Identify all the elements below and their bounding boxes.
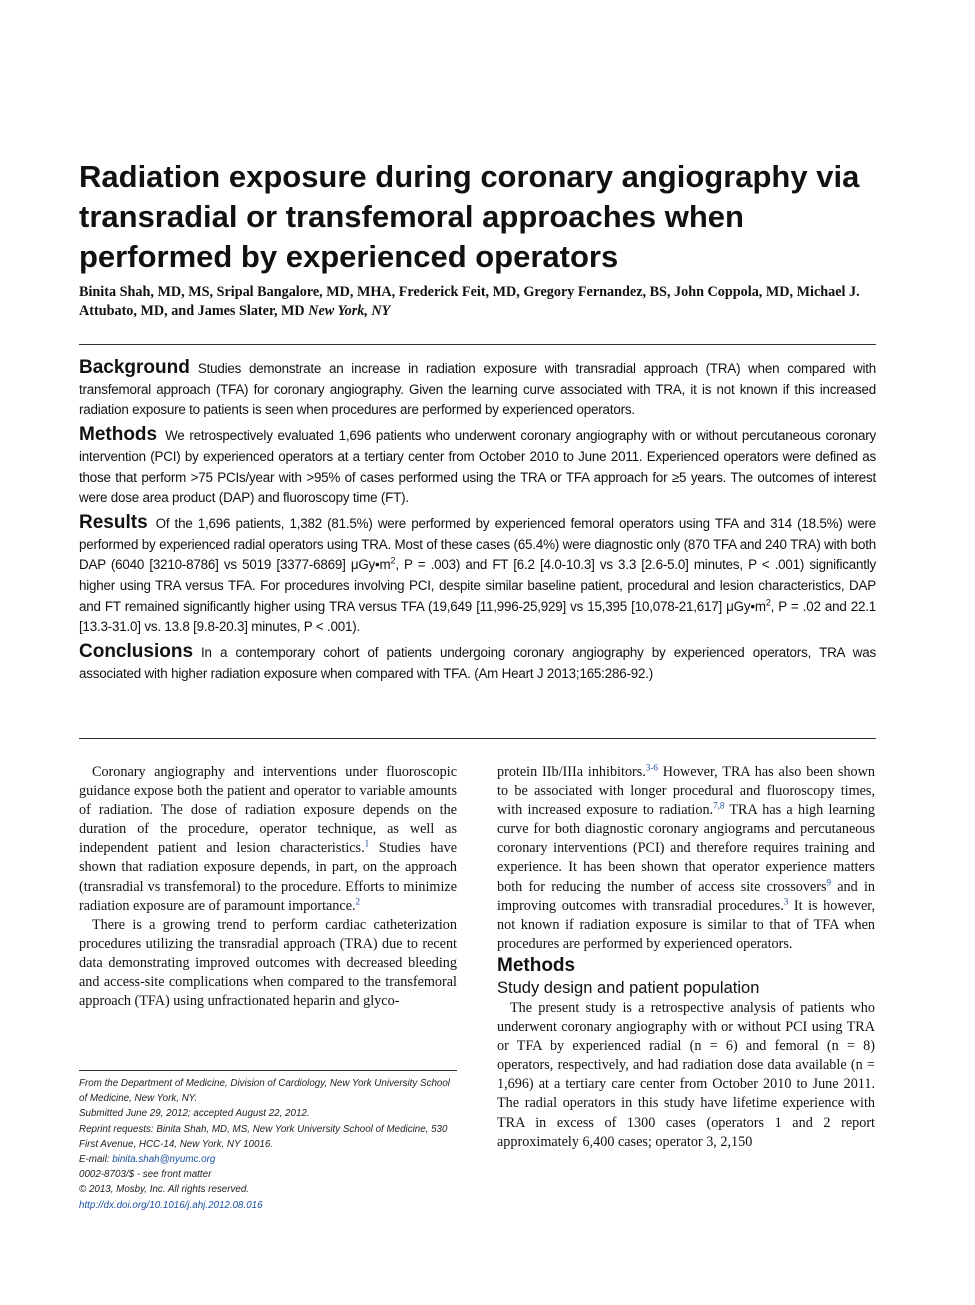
citation-link[interactable]: 7,8 [713,800,725,811]
footnote-reprint: Reprint requests: Binita Shah, MD, MS, New York University School of Medicine, 530 First Avenue, HCC-14, New York, NY 10016. [79,1123,448,1150]
abstract-results [79,513,876,638]
background-text: Studies demonstrate an increase in radiation exposure with transradial approach (TRA) when compared with transfemoral approach (TFA) for coronary angiography. Given the learning curve associated with TRA, it is not known if this increased radiation exposure to patients is seen when procedures are performed by experienced operators. [79,361,876,418]
footnote-submitted: Submitted June 29, 2012; accepted August 22, 2012. [79,1108,310,1120]
article-title: Radiation exposure during coronary angiography via transradial or transfemoral approaches when performed by experienced operators [79,159,860,274]
citation-link[interactable]: 9 [826,876,832,887]
footnotes [79,1076,457,1213]
email-label: E-mail: [79,1154,113,1166]
conclusions-heading: Conclusions [79,641,194,663]
results-heading: Results [79,511,148,533]
abstract [79,358,876,689]
citation-link[interactable]: 1 [364,838,370,849]
background-heading: Background [79,357,190,378]
abstract-background [79,358,876,421]
body-paragraph: The present study is a retrospective analysis of patients who underwent coronary angiography with or without PCI using TRA or TFA by experienced radial (n = 6) and femoral (n = 8) operators, respectively, and had radiation dose data available (n = 1,696) at a tertiary care center from October 2010 to June 2011. The radial operators in this study have lifetime experience with TRA in excess of 1300 cases (operators 1 and 2 report approximately 6,400 cases; operator 3, 2,150 [497,999,875,1150]
citation-link[interactable]: 3-6 [645,762,658,773]
body-paragraph [79,763,457,916]
methods-text: We retrospectively evaluated 1,696 patients who underwent coronary angiography with or without percutaneous coronary intervention (PCI) by experienced operators at a tertiary center from October 2010 to June 2011. Experienced operators were defined as those that perform >75 PCIs/year with >95% of cases performed using the TRA or TFA approach for ≥5 years. The outcomes of interest were dose area product (DAP) and fluoroscopy time (FT). [79,428,876,506]
abstract-top-rule [79,344,876,345]
abstract-methods [79,425,876,509]
body-column-left [79,763,457,1011]
text-run: Studies have shown that radiation exposure depends, in part, on the approach (transradial vs transfemoral) to the procedure. Efforts to minimize radiation exposure are of paramount importance. [79,840,457,914]
text-run: TRA has a high learning curve for both diagnostic coronary angiograms and percutaneous coronary interventions (PCI) and therefore requires training and experience. It has been shown that operator experience matters both for reducing the number of access site crossovers [497,802,875,895]
superscript-2: 2 [765,597,771,608]
results-text-1: Of the 1,696 patients, 1,382 (81.5%) were performed by experienced femoral operators using TFA and 314 (18.5%) were performed by experienced radial operators using TRA. Most of these cases (65.4%) were diagnostic only (870 TFA and 240 TRA) with both DAP (6040 [3210-8786] vs 5019 [3377-6869] μGy•m [79,515,876,573]
subsection-heading: Study design and patient population [497,978,760,997]
text-run: and in improving outcomes with transradial procedures. [497,878,875,914]
methods-heading: Methods [79,424,158,446]
body-paragraph [497,763,875,954]
results-text-3: , P = .02 and 22.1 [13.3-31.0] vs. 13.8 [9.8-20.3] minutes, P < .001). [79,598,876,635]
abstract-conclusions [79,642,876,684]
footnote-copyright: © 2013, Mosby, Inc. All rights reserved. [79,1184,250,1196]
conclusions-text: In a contemporary cohort of patients undergoing coronary angiography by experienced operators, TRA was associated with higher radiation exposure when compared with TFA. (Am Heart J 2013;165:286-92.) [79,645,876,681]
footnote-email [79,1152,457,1167]
body-column-right [497,763,875,1152]
authors-names: Binita Shah, MD, MS, Sripal Bangalore, MD, MHA, Frederick Feit, MD, Gregory Fernandez, BS, John Coppola, MD, Michael J. Attubato, MD, and James Slater, MD [79,284,860,319]
email-link[interactable]: binita.shah@nyumc.org [112,1154,216,1166]
results-text-2: , P = .003) and FT [6.2 [4.0-10.3] vs 3.3 [2.6-5.0] minutes, P < .001) significantly higher using TRA versus TFA. For procedures involving PCI, despite similar baseline patient, procedural and lesion characteristics, DAP and FT remained significantly higher using TRA versus TFA (19,649 [11,996-25,929] vs 15,395 [10,078-21,617] μGy•m [79,557,876,614]
footnote-affiliation: From the Department of Medicine, Division of Cardiology, New York University School of Medicine, New York, NY. [79,1078,450,1105]
text-run: It is however, not known if radiation exposure is similar to that of TFA when procedures are performed by experienced operators. [497,897,875,952]
text-run: protein IIb/IIIa inhibitors. [497,764,646,780]
section-heading-methods: Methods [497,954,576,976]
footnote-issn: 0002-8703/$ - see front matter [79,1169,212,1181]
body-paragraph: There is a growing trend to perform cardiac catheterization procedures utilizing the transradial approach (TRA) due to recent data demonstrating improved outcomes with decreased bleeding and access-site complications when compared to the transfemoral approach (TFA) using unfractionated heparin and glyco- [79,916,457,1010]
superscript-2: 2 [390,555,396,566]
footnote-rule [79,1070,457,1071]
author-list [79,283,899,321]
text-run: Coronary angiography and interventions under fluoroscopic guidance expose both the patient and operator to variable amounts of radiation. The dose of radiation exposure depends on the duration of the procedure, operator technique, as well as independent patient and lesion characteristics. [79,764,457,857]
text-run: However, TRA has also been shown to be associated with longer procedural and fluoroscopy times, with increased exposure to radiation. [497,764,875,819]
authors-location: New York, NY [308,303,391,319]
doi-link[interactable]: http://dx.doi.org/10.1016/j.ahj.2012.08.016 [79,1199,263,1211]
abstract-bottom-rule [79,738,876,739]
citation-link[interactable]: 2 [355,895,361,906]
citation-link[interactable]: 3 [783,895,789,906]
